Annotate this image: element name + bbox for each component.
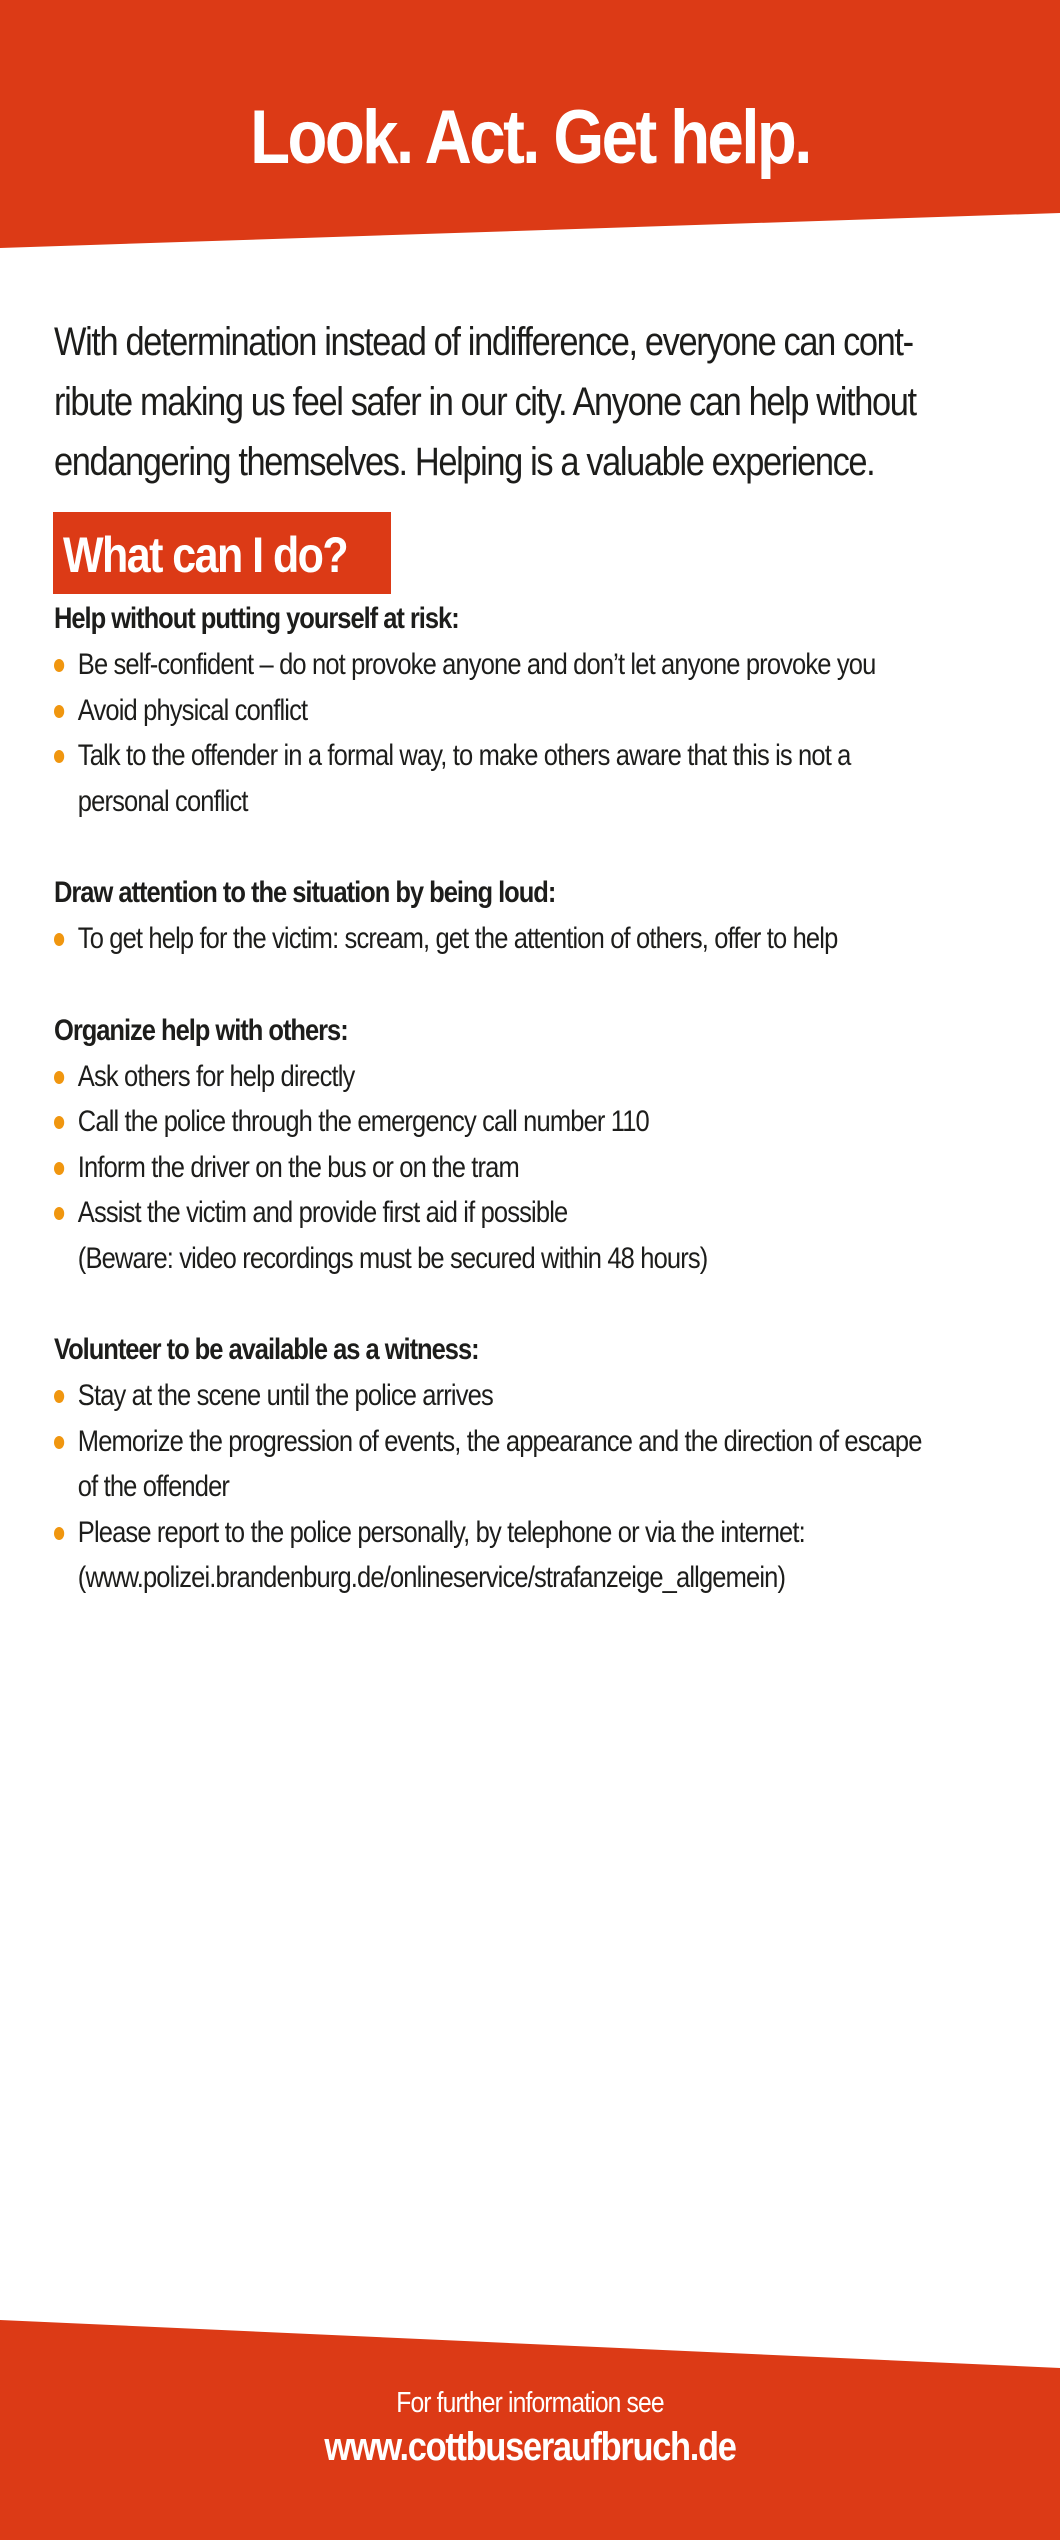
list-item: Be self-confident – do not provoke anyone and don’t let anyone provoke you [54,642,989,688]
list-item: Talk to the offender in a formal way, to make others aware that this is not a personal conflict [54,733,989,824]
list-item: Please report to the police personally, by telephone or via the internet: (www.polizei.brandenburg.de/onlineservice/strafanzeige_allgemein) [54,1510,989,1601]
group-heading: Draw attention to the situation by being loud: [54,876,556,909]
advice-list [54,596,989,1647]
bullet-icon [54,1162,64,1175]
bullet-icon [54,659,64,672]
bullet-icon [54,1071,64,1084]
group-heading: Help without putting yourself at risk: [54,602,459,635]
list-item: Memorize the progression of events, the appearance and the direction of escape of the offender [54,1419,989,1510]
list-item: To get help for the victim: scream, get the attention of others, offer to help [54,916,989,962]
bullet-icon [54,1436,64,1449]
bullet-icon [54,705,64,718]
bullet-icon [54,1116,64,1129]
section-badge [53,512,391,594]
group-heading: Volunteer to be available as a witness: [54,1333,479,1366]
group-witness [54,1327,989,1601]
footer-website-link[interactable]: www.cottbuseraufbruch.de [324,2425,736,2469]
group-heading: Organize help with others: [54,1013,348,1047]
list-item: Avoid physical conflict [54,688,989,734]
group-risk [54,596,989,824]
list-item: Ask others for help directly [54,1054,989,1100]
footer-note: For further information see [396,2387,664,2419]
section-title: What can I do? [63,527,348,583]
bullet-icon [54,1207,64,1220]
group-loud [54,870,989,962]
list-item: Assist the victim and provide first aid if possible (Beware: video recordings must be secured within 48 hours) [54,1190,989,1281]
bullet-icon [54,933,64,946]
group-organize [54,1008,989,1282]
bullet-icon [54,750,64,763]
page-title: Look. Act. Get help. [250,95,810,180]
list-item: Inform the driver on the bus or on the tram [54,1145,989,1191]
bullet-icon [54,1527,64,1540]
list-item: Call the police through the emergency call number 110 [54,1099,989,1145]
bullet-icon [54,1390,64,1403]
intro-paragraph: With determination instead of indifference, everyone can cont- ribute making us feel safer in our city. Anyone can help without endangering themselves. Helping is a valuable experience. [54,320,916,484]
list-item: Stay at the scene until the police arrives [54,1373,989,1419]
